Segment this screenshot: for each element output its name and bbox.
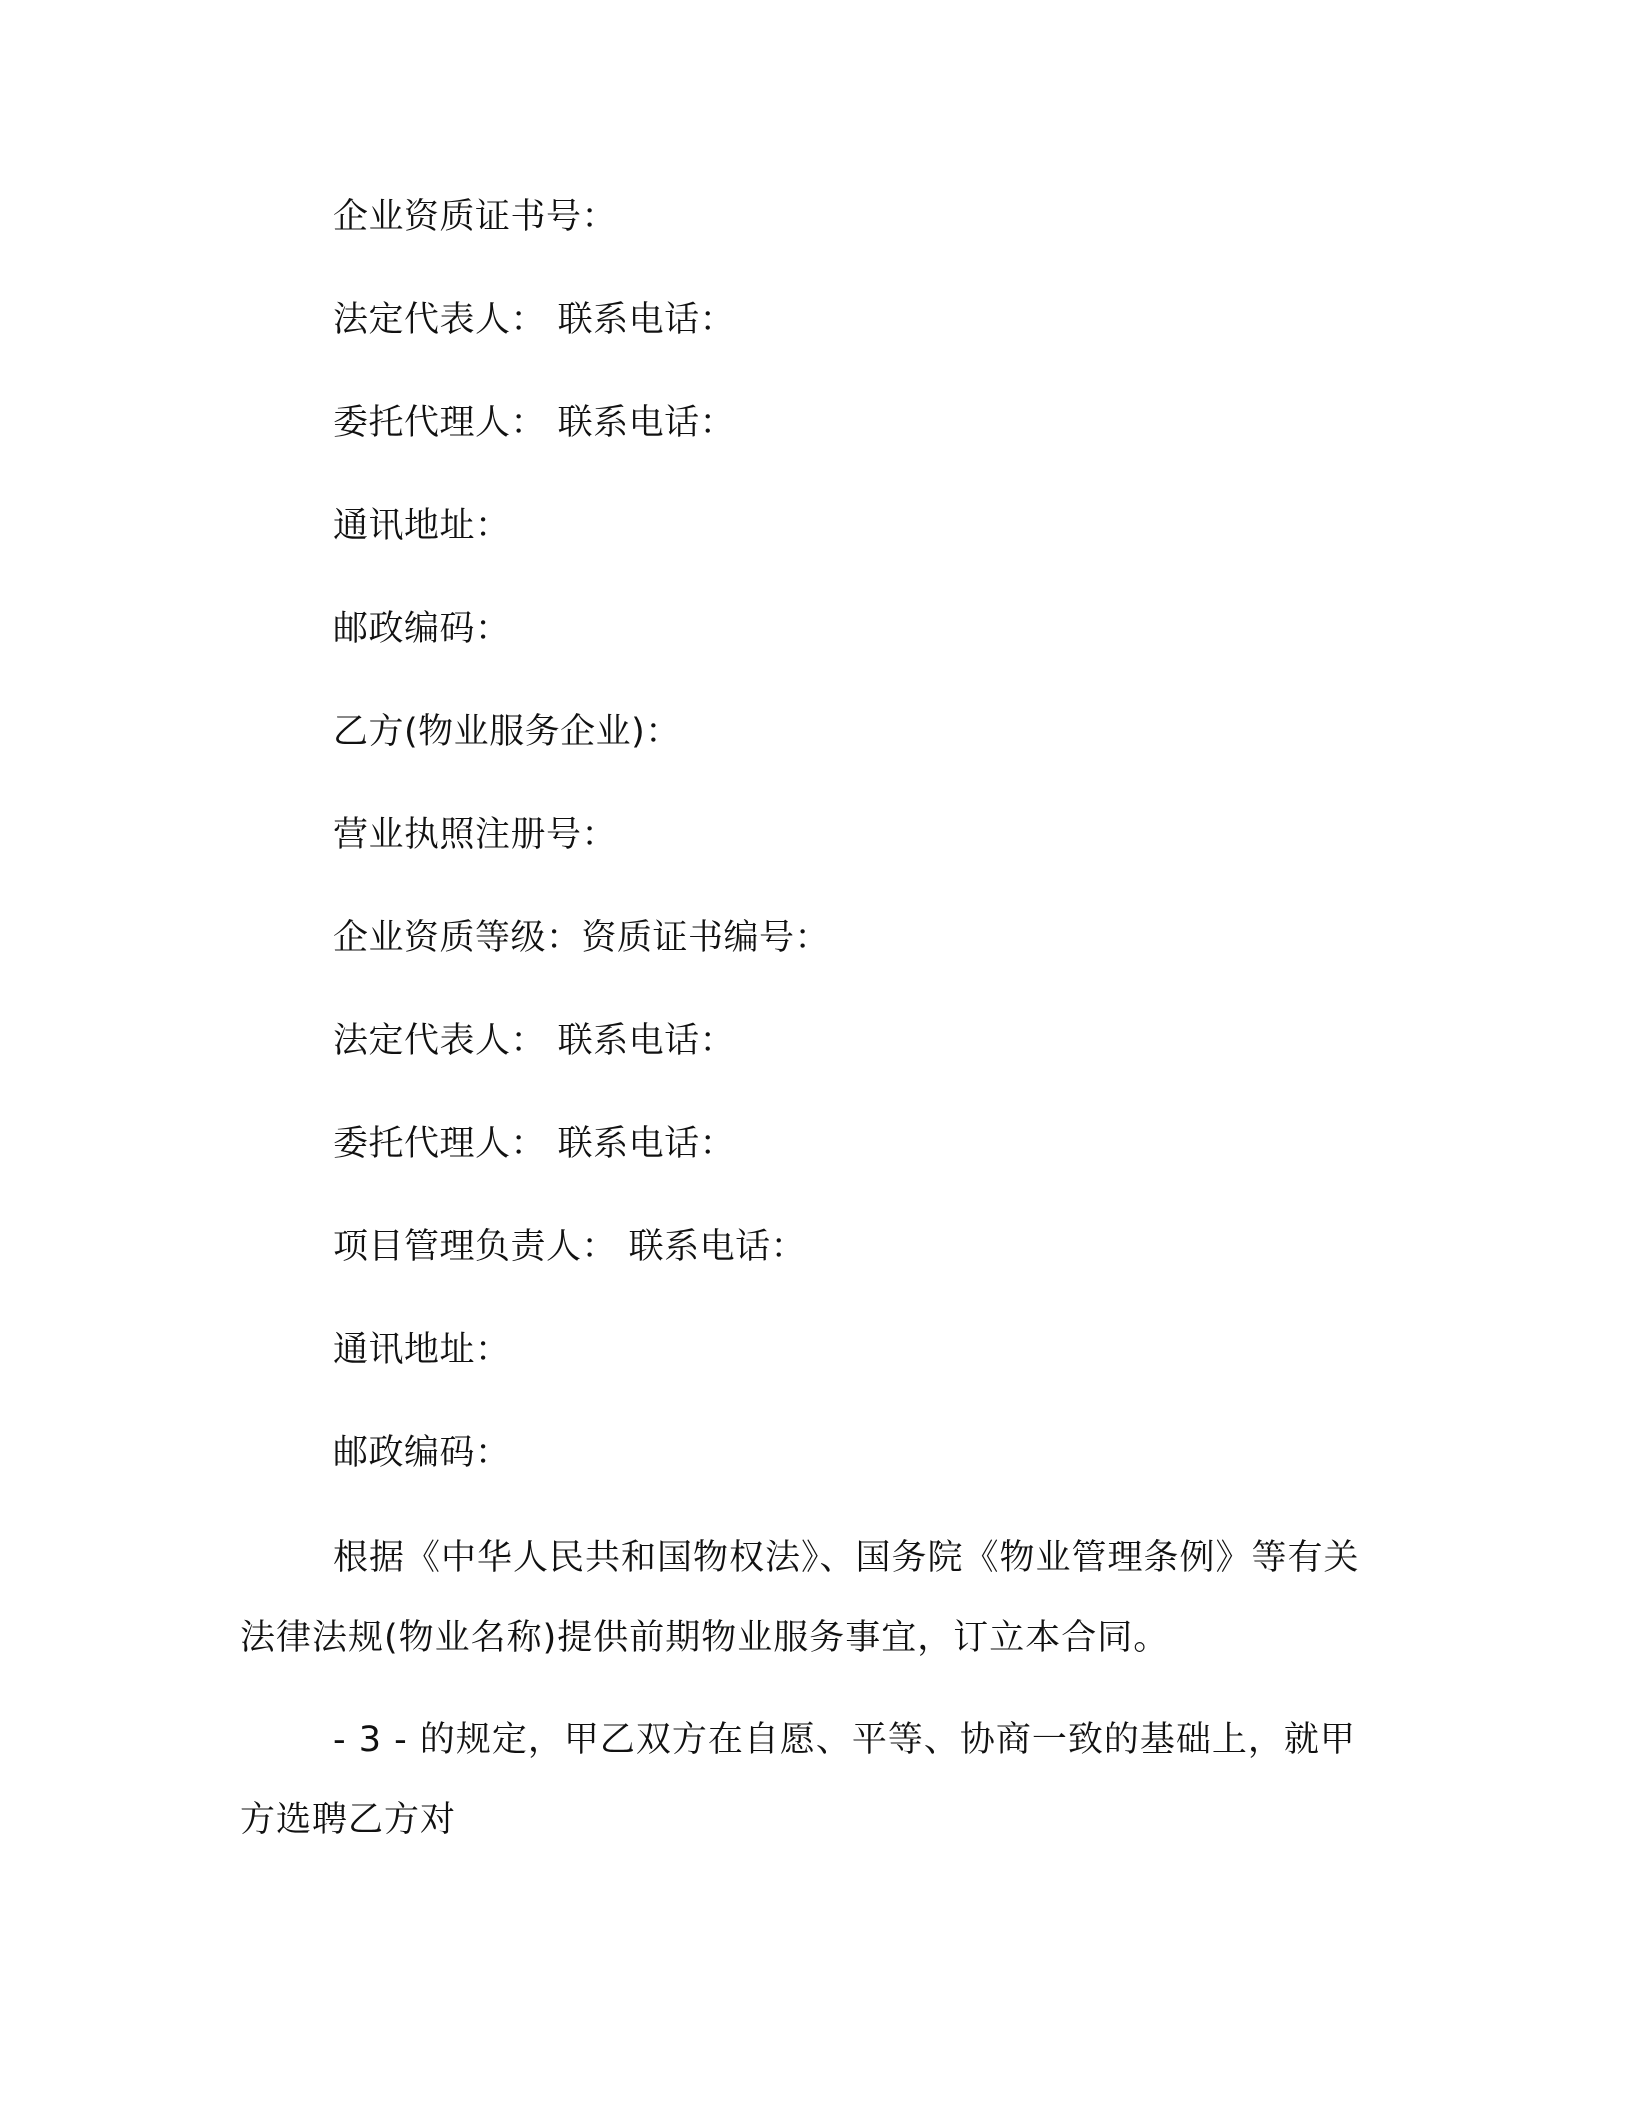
paragraph-agreement [240,1700,1370,1860]
field-b-mailing-address: 通讯地址： [333,1330,511,1370]
field-project-manager: 项目管理负责人： 联系电话： [333,1227,807,1267]
paragraph-legal-basis [240,1518,1370,1678]
field-party-b: 乙方(物业服务企业)： [333,712,681,752]
field-legal-representative: 法定代表人： 联系电话： [333,300,736,340]
field-authorized-agent: 委托代理人： 联系电话： [333,403,736,443]
field-b-authorized-agent: 委托代理人： 联系电话： [333,1124,736,1164]
field-qualification-cert-no: 企业资质证书号： [333,197,618,237]
paragraph-legal-basis-text: 根据《中华人民共和国物权法》、国务院《物业管理条例》等有关法律法规(物业名称)提供前期物业服务事宜，订立本合同。 [240,1538,1360,1658]
paragraph-agreement-text: - 3 - 的规定，甲乙双方在自愿、平等、协商一致的基础上，就甲方选聘乙方对 [240,1720,1356,1840]
field-qualification-level: 企业资质等级：资质证书编号： [333,918,831,958]
field-b-postal-code: 邮政编码： [333,1433,511,1473]
field-mailing-address: 通讯地址： [333,506,511,546]
field-business-license-no: 营业执照注册号： [333,815,618,855]
field-postal-code: 邮政编码： [333,609,511,649]
field-b-legal-representative: 法定代表人： 联系电话： [333,1021,736,1061]
